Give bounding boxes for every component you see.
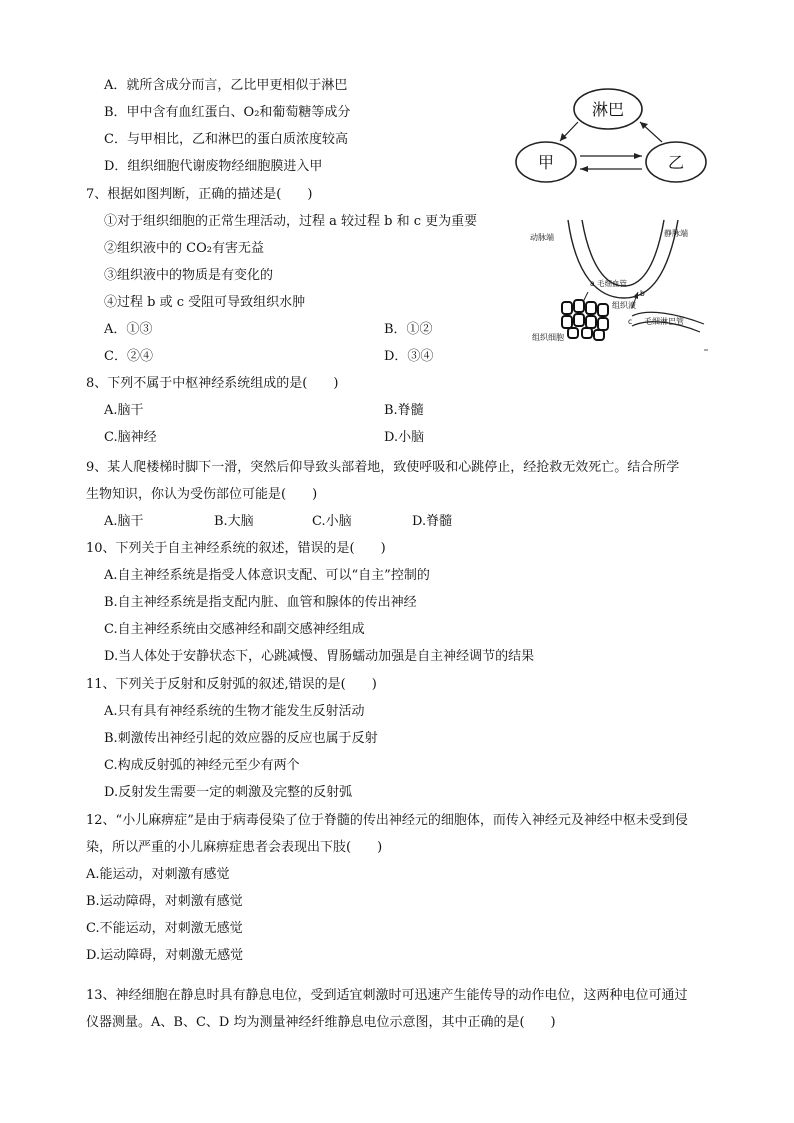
q7-option-d: D．③④ xyxy=(384,349,434,364)
q7-statement-4: ④过程 b 或 c 受阻可导致组织水肿 xyxy=(104,295,306,310)
q9-option-c: C.小脑 xyxy=(312,514,352,529)
q12-option-b: B.运动障碍，对刺激有感觉 xyxy=(86,894,243,909)
b-label: b xyxy=(640,289,645,298)
lymph-capillary-label: 毛细淋巴管 xyxy=(644,317,684,326)
q12-option-c: C.不能运动，对刺激无感觉 xyxy=(86,921,243,936)
q13-stem-line2: 仪器测量。A、B、C、D 均为测量神经纤维静息电位示意图，其中正确的是( ) xyxy=(86,1015,556,1030)
body-fluid-diagram xyxy=(512,78,712,188)
q7-statement-2: ②组织液中的 CO₂有害无益 xyxy=(104,241,264,256)
q8-stem: 8、下列不属于中枢神经系统组成的是( ) xyxy=(86,376,339,391)
q8-option-c: C.脑神经 xyxy=(104,430,157,445)
q8-option-d: D.小脑 xyxy=(384,430,425,445)
q13-stem-line1: 13、神经细胞在静息时具有静息电位，受到适宜刺激时可迅速产生能传导的动作电位，这两种电位可通过 xyxy=(86,988,688,1003)
q6-option-a: A．就所含成分而言，乙比甲更相似于淋巴 xyxy=(104,78,348,93)
jia-label: 甲 xyxy=(537,153,555,172)
q7-statement-1: ①对于组织细胞的正常生理活动，过程 a 较过程 b 和 c 更为重要 xyxy=(104,214,478,229)
q11-option-d: D.反射发生需要一定的刺激及完整的反射弧 xyxy=(104,785,353,800)
arterial-end-label: 动脉端 xyxy=(530,233,554,242)
q11-stem: 11、下列关于反射和反射弧的叙述,错误的是( ) xyxy=(86,677,377,692)
q6-option-c: C．与甲相比，乙和淋巴的蛋白质浓度较高 xyxy=(104,132,348,147)
q7-option-b: B．①② xyxy=(384,322,433,337)
tissue-fluid-label: 组织液 xyxy=(612,301,636,310)
yi-label: 乙 xyxy=(667,153,685,172)
q9-stem-line1: 9、某人爬楼梯时脚下一滑，突然后仰导致头部着地，致使呼吸和心跳停止，经抢救无效死亡。结合所学 xyxy=(86,460,680,475)
venous-end-label: 静脉端 xyxy=(664,229,688,238)
c-label: c xyxy=(628,317,633,326)
q8-option-b: B.脊髓 xyxy=(384,403,424,418)
q7-stem: 7、根据如图判断，正确的描述是( ) xyxy=(86,187,313,202)
q10-stem: 10、下列关于自主神经系统的叙述，错误的是( ) xyxy=(86,541,386,556)
q10-option-c: C.自主神经系统由交感神经和副交感神经组成 xyxy=(104,622,365,637)
q6-option-d: D．组织细胞代谢废物经细胞膜进入甲 xyxy=(104,159,323,174)
q12-option-d: D.运动障碍，对刺激无感觉 xyxy=(86,948,244,963)
q10-option-b: B.自主神经系统是指支配内脏、血管和腺体的传出神经 xyxy=(104,595,417,610)
q9-option-b: B.大脑 xyxy=(214,514,254,529)
q11-option-a: A.只有具有神经系统的生物才能发生反射活动 xyxy=(104,704,365,719)
q10-option-d: D.当人体处于安静状态下，心跳减慢、胃肠蠕动加强是自主神经调节的结果 xyxy=(104,649,535,664)
q11-option-b: B.刺激传出神经引起的效应器的反应也属于反射 xyxy=(104,731,378,746)
q12-stem-line2: 染，所以严重的小儿麻痹症患者会表现出下肢( ) xyxy=(86,840,383,855)
capillary-diagram xyxy=(528,216,718,356)
q12-stem-line1: 12、“小儿麻痹症”是由于病毒侵染了位于脊髓的传出神经元的细胞体，而传入神经元及神经中枢未受到侵 xyxy=(86,813,688,828)
q9-option-a: A.脑干 xyxy=(104,514,144,529)
lymph-label: 淋巴 xyxy=(591,100,625,119)
q9-option-d: D.脊髓 xyxy=(412,514,453,529)
q11-option-c: C.构成反射弧的神经元至少有两个 xyxy=(104,758,300,773)
tissue-cells-label: 组织细胞 xyxy=(532,333,564,342)
q12-option-a: A.能运动，对刺激有感觉 xyxy=(86,867,230,882)
q7-option-c: C．②④ xyxy=(104,349,153,364)
q7-statement-3: ③组织液中的物质是有变化的 xyxy=(104,268,274,283)
q6-option-b: B．甲中含有血红蛋白、O₂和葡萄糖等成分 xyxy=(104,105,351,120)
tissue-cells xyxy=(562,300,608,340)
q9-stem-line2: 生物知识，你认为受伤部位可能是( ) xyxy=(86,487,318,502)
q10-option-a: A.自主神经系统是指受人体意识支配、可以“自主”控制的 xyxy=(104,568,430,583)
q7-option-a: A．①③ xyxy=(104,322,153,337)
capillary-label: a 毛细血管 xyxy=(590,279,627,288)
q8-option-a: A.脑干 xyxy=(104,403,144,418)
